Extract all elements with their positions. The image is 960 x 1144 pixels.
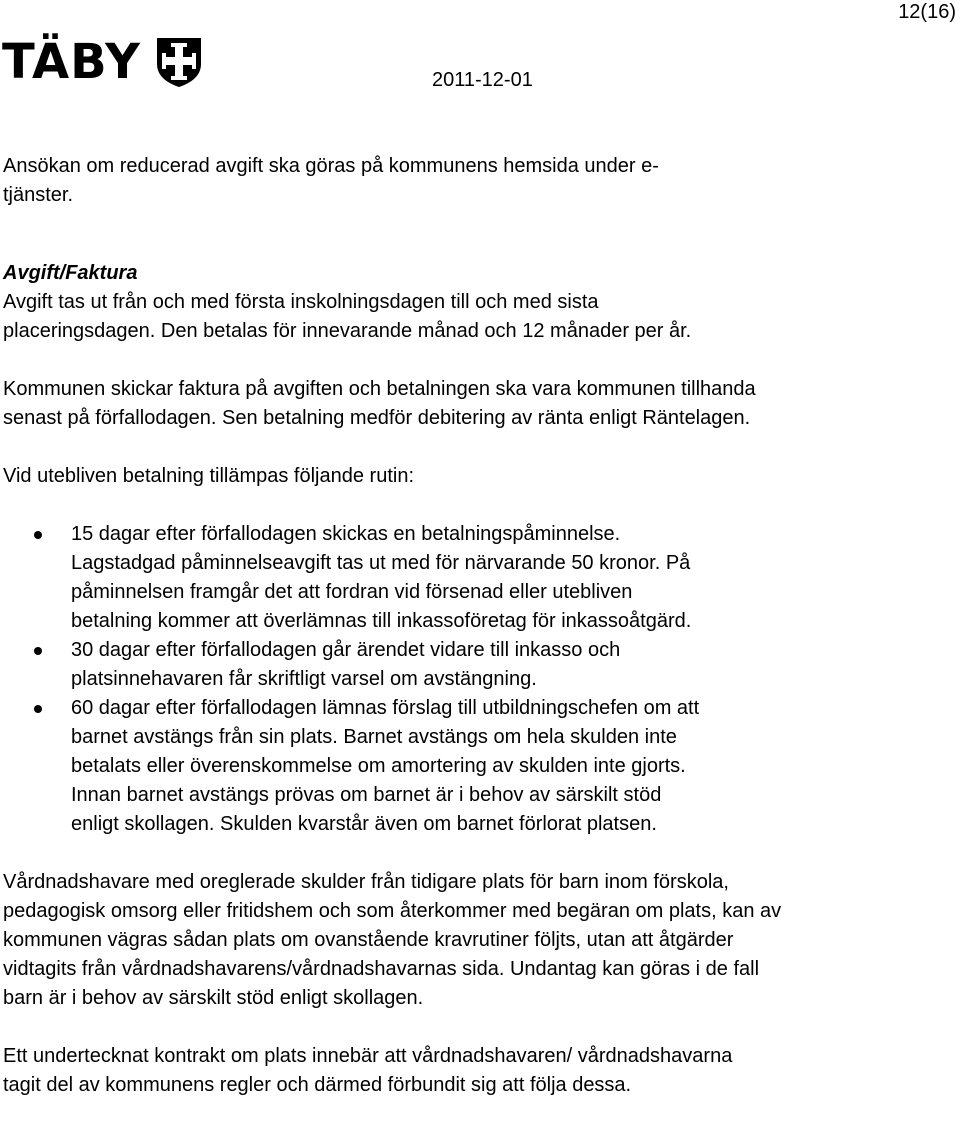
- list-item: 15 dagar efter förfallodagen skickas en betalningspåminnelse. Lagstadgad påminnelseavgift tas ut med för närvarande 50 kronor. På påminnelsen framgår det att fordran vid försenad eller utebliven betalning kommer att överlämnas till inkassoföretag för inkassoåtgärd.: [3, 520, 703, 636]
- list-item: 30 dagar efter förfallodagen går ärendet vidare till inkasso och platsinnehavaren får skriftligt varsel om avstängning.: [3, 636, 703, 694]
- coat-of-arms-icon: [155, 36, 203, 88]
- contract-paragraph: Ett undertecknat kontrakt om plats innebär att vårdnadshavaren/ vårdnadshavarna tagit del av kommunens regler och därmed förbundit sig att följa dessa.: [3, 1045, 733, 1096]
- page-number: 12(16): [898, 1, 956, 23]
- intro-paragraph: Ansökan om reducerad avgift ska göras på kommunens hemsida under e-tjänster.: [3, 155, 659, 206]
- taby-logo: [2, 36, 203, 88]
- fee-paragraph: Avgift tas ut från och med första inskolningsdagen till och med sista placeringsdagen. Den betalas för innevarande månad och 12 månader per år.: [3, 291, 692, 342]
- invoice-paragraph: Kommunen skickar faktura på avgiften och betalningen ska vara kommunen tillhanda senast på förfallodagen. Sen betalning medför debitering av ränta enligt Räntelagen.: [3, 378, 756, 429]
- document-date: 2011-12-01: [432, 69, 533, 91]
- list-item: 60 dagar efter förfallodagen lämnas förslag till utbildningschefen om att barnet avstängs från sin plats. Barnet avstängs om hela skulden inte betalats eller överenskommelse om amortering av skulden inte gjorts. Innan barnet avstängs prövas om barnet är i behov av särskilt stöd enligt skollagen. Skulden kvarstår även om barnet förlorat platsen.: [3, 694, 703, 839]
- section-heading: Avgift/Faktura: [3, 262, 138, 284]
- routine-intro: Vid utebliven betalning tillämpas följande rutin:: [3, 465, 415, 487]
- debt-paragraph: Vårdnadshavare med oreglerade skulder från tidigare plats för barn inom förskola, pedagogisk omsorg eller fritidshem och som återkommer med begäran om plats, kan av kommunen vägras sådan plats om ovanstående kravrutiner följts, utan att åtgärder vidtagits från vårdnadshavarens/vårdnadshavarnas sida. Undantag kan göras i de fall barn är i behov av särskilt stöd enligt skollagen.: [3, 871, 782, 1009]
- document-body: [3, 152, 953, 1100]
- logo-wordmark: TÄBY: [2, 34, 141, 90]
